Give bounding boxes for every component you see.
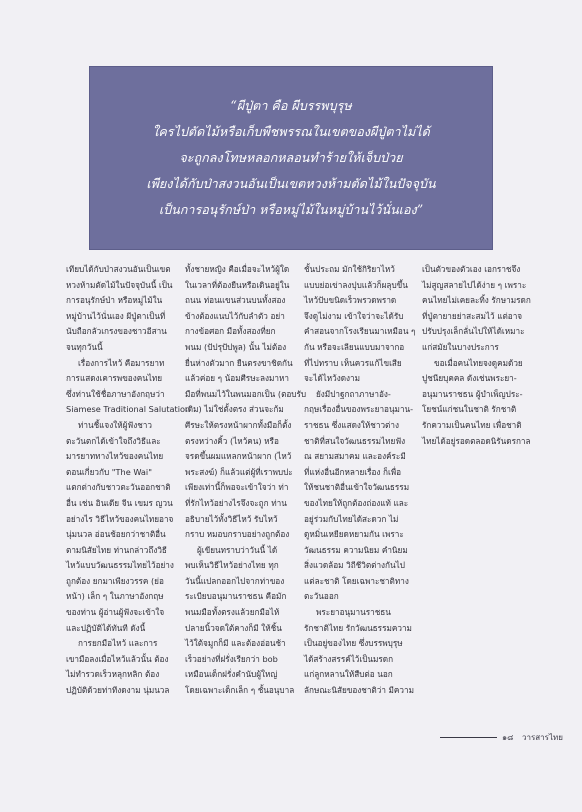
body-text-line: ในเวลาที่ต้องยืนหรือเดินอยู่ใน (185, 279, 290, 290)
body-text-line: ระเบียบอนุมานราชธน คือมัก (185, 591, 287, 602)
body-text-line: ชั้นประถม มักใช้กิริยาไหว้ (304, 264, 395, 274)
body-text-line: ที่รักไหว้อย่างไรจึงจะถูก ท่าน (185, 497, 287, 508)
body-text-line: อธิบายไว้ทั้งวิธีไหว้ รับไหว้ (185, 513, 278, 524)
body-text-line: แบบย่อเข่าลงปุบแล้วก็ผลุบขึ้น (304, 279, 408, 290)
body-text-line: ไหว้ปับขนิดเร็วพรวดพราด (304, 295, 397, 306)
body-text-line: คนไทยไม่เคยละทิ้ง รักษามรดก (422, 295, 531, 306)
body-text-line: พนม (ปัปรุปัปพูล) นั้น ไม่ต้อง (185, 341, 287, 352)
body-text-line: อนุมานราชธน ผู้บำเพ็ญประ- (422, 388, 523, 399)
body-text-line: วันนี้แปลกออกไปจากท่าของ (185, 575, 285, 586)
body-text-line: พนมมือทั้งตรงแล้วยกมือไห้ (185, 607, 280, 618)
body-text-line: โดยเฉพาะเด็กเล็ก ๆ ชั้นอนุบาล (185, 685, 295, 696)
body-text-line: มือที่พนมไว้ในพนมอกเป็น (ตอบรับ (185, 388, 307, 399)
body-text-line: ข้างต้องแนบไว้กับลำตัว อย่า (185, 310, 285, 321)
body-text-line: การอนุรักษ์ป่า หรือหมู่ไม้ใน (66, 295, 163, 306)
body-text-line: ที่ปู่ตายายย่าสะสมไว้ แต่อาจ (422, 310, 523, 321)
body-text-line: กฤษเรื่องอื่นของพระยาอนุมาน- (304, 404, 414, 415)
body-text-line: จะได้ไหว้งดงาม (304, 373, 361, 384)
body-text-line: และปฏิบัติได้ทันที ดังนี้ (66, 622, 146, 633)
body-text-line: ราชธน ซึ่งแสดงให้ชาวต่าง (304, 419, 399, 430)
body-text-line: อยู่ร่วมกับไทยได้สะดวก ไม่ (304, 513, 399, 524)
pull-quote-line: จะถูกลงโทษหลอกหลอนทำร้ายให้เจ็บป่วย (179, 150, 403, 165)
body-text-line: หมู่บ้านไว้นั่นเอง ผีปู่ตาเป็นที่ (66, 310, 166, 321)
body-text-line: จึงดูไม่งาม เข้าใจว่าจะได้รับ (304, 310, 404, 321)
body-text-line: กัน หรือจะเลียนแบบมาจากอ (304, 341, 405, 352)
pull-quote-line: เพียงได้กับป่าสงวนอันเป็นเขตหวงห้ามตัดไม้ในปัจจุบัน (146, 176, 436, 191)
body-text-line: พระยาอนุมานราชธน (316, 607, 391, 618)
body-text-line: หวงห้ามตัดไม้ในปัจจุบันนี้ เป็น (66, 279, 173, 290)
body-text-line: เรื่องการไหว้ คือมารยาท (78, 357, 165, 368)
body-text-line: ไทยได้อยู่รอดตลอดนิรันดรกาล (422, 435, 531, 446)
body-text-line: ยื่นห่างตัวมาก ยืนตรงขาชิดกัน (185, 357, 293, 368)
footer-rule (440, 737, 497, 738)
body-text-line: ศีรษะให้ตรงหน้าผากทั้งมือก็ตั้ง (185, 419, 292, 430)
body-text-line: รักความเป็นคนไทย เพื่อชาติ (422, 419, 522, 430)
body-text-line: อื่น เช่น อินเดีย จีน เขมร ญวน (66, 497, 173, 508)
body-text-line: ที่ไปทราบ เห็นควรแก้ไขเสีย (304, 357, 402, 368)
body-text-line: ไหว้แบบวัฒนธรรมไทยไว้อย่าง (66, 560, 174, 571)
body-text-line: ที่แห่งอื่นอีกหลายเรื่อง ก็เพื่อ (304, 466, 402, 477)
body-text-line: จรดขึ้นผมแหลกหน้าผาก (ไหว้ (185, 451, 292, 462)
body-text-line: ถูกต้อง ยกมาเพียงวรรค (ย่อ (66, 575, 164, 586)
body-text-line: เป็นตัวของตัวเอง เอกราชจึง (422, 264, 521, 274)
text-column-2 (185, 262, 307, 699)
body-text-line: สิ่งแวดล้อม วิถีชีวิตต่างกันไป (304, 560, 405, 571)
body-text-line: ตะวันตกได้เข้าใจถึงวิธีและ (66, 435, 161, 446)
body-text-line: ตอนเกี่ยวกับ "The Wai" (66, 466, 152, 477)
pull-quote-line: “ผีปู่ตา คือ ผีบรรพบุรุษ (230, 98, 352, 113)
body-text-line: เขามือลงเมื่อไหว้แล้วนั้น ต้อง (66, 653, 169, 664)
body-text-line: ตามนิสัยไทย ท่านกล่าวถึงวิธี (66, 544, 167, 555)
body-text-line: เหมือนเด็กฝรั่งคำนับผู้ใหญ่ (185, 669, 278, 680)
body-text-line: รักชาติไทย รักวัฒนธรรมความ (304, 622, 412, 633)
body-text-line: ไว้ใต้จมูกก็มี และต้องอ่อนช้า (185, 638, 286, 649)
body-text-line: ได้สร้างสรรค์ไว้เป็นมรดก (304, 653, 394, 664)
body-text-line: ถนน ท่อนแขนส่วนบนทั้งสอง (185, 295, 286, 306)
body-text-line: จนทุกวันนี้ (66, 341, 103, 352)
body-text-line: ปลายนิ้วจดใต้คางก็มี ให้ชิ้น (185, 622, 282, 633)
pull-quote-box (89, 66, 493, 250)
body-text-line: มารยาททางไหว้ของคนไทย (66, 451, 164, 462)
body-text-line: กางข้อศอก มือทั้งสองที่ยก (185, 326, 276, 337)
body-text-line: แก่สมัยในบางประการ (422, 341, 499, 352)
body-text-line: วัฒนธรรม ความนิยม คำนิยม (304, 544, 408, 555)
body-text-line: ปูชนียบุคคล ดังเช่นพระยา- (422, 373, 517, 384)
body-text-line: ณ สยามสมาคม และองค์ระมี (304, 451, 406, 462)
body-text-line: การยกมือไหว้ และการ (78, 638, 158, 649)
text-column-4 (422, 262, 531, 449)
body-text-line: ปรับปรุงเล็กลั่นไปให้ได้เหมาะ (422, 326, 525, 337)
body-text-line: แก่ลูกหลานให้สืบต่อ นอก (304, 669, 393, 680)
body-text-line: ชาติที่สนใจวัฒนธรรมไทยฟัง (304, 435, 406, 446)
body-text-line: Siamese Traditional Salutation (66, 404, 191, 415)
magazine-title: วารสารไทย (522, 733, 563, 742)
body-text-line: ซึ่งท่านใช้ชื่อภาษาอังกฤษว่า (66, 388, 165, 399)
body-text-line: การแสดงเคารพของคนไทย (66, 373, 163, 384)
body-text-line: ผู้เขียนทราบว่าวันนี้ ได้ (197, 544, 278, 555)
body-text-line: เทียบได้กับป่าสงวนอันเป็นเขต (66, 264, 171, 274)
body-text-line: ตรงหว่างคิ้ว (ไหว้คน) หรือ (185, 435, 279, 446)
body-text-line: ไม่ทำรวดเร็วหลุกหลิก ต้อง (66, 669, 160, 680)
body-text-line: ไม่สูญสลายไปได้ง่าย ๆ เพราะ (422, 279, 527, 290)
body-text-line: ยังมีปาฐกถาภาษาอัง- (316, 388, 391, 399)
body-text-line: หน้า) เล็ก ๆ ในภาษาอังกฤษ (66, 591, 164, 602)
pull-quote-line: เป็นการอนุรักษ์ป่า หรือหมู่ไม้ในหมู่บ้านไว้นั่นเอง” (158, 202, 424, 217)
body-text-line: แต่ละชาติ โดยเฉพาะชาติทาง (304, 575, 409, 586)
body-text-line: เพียงเท่านี้ก็พอจะเข้าใจว่า ท่า (185, 482, 289, 493)
body-text-line: พระสงฆ์) ก็แล้วแต่ผู้ที่เราพบปะ (185, 466, 293, 477)
body-text-line: แตกต่างกับชาวตะวันออกชาติ (66, 482, 171, 493)
body-text-line: ให้ชนชาติอื่นเข้าใจวัฒนธรรม (304, 482, 410, 493)
body-text-line: นุ่มนวล อ่อนช้อยกว่าชาติอื่น (66, 529, 166, 540)
body-text-line: พบเห็นวิธีไหว้อย่างไทย ทุก (185, 560, 279, 571)
body-text-line: ของท่าน ผู้อ่านผู้ฟังจะเข้าใจ (66, 607, 165, 618)
body-text-line: คำสอนจากโรงเรียนมาเหมือน ๆ (304, 326, 416, 337)
text-column-3 (304, 262, 416, 699)
body-text-line: เป็นอยู่ของไทย ซึ่งบรรพบุรุษ (304, 638, 403, 649)
body-text-line: นับถือกลัวเกรงของชาวอีสาน (66, 326, 167, 337)
body-text-line: เร็วอย่างที่ฝรั่งเรียกว่า bob (185, 653, 278, 664)
body-text-line: กราบ หมอบกราบอย่างถูกต้อง (185, 529, 290, 540)
body-text-line: โยชน์แก่ชนในชาติ รักชาติ (422, 404, 517, 415)
body-text-line: ทั้งชายหญิง คือเมื่อจะไหว้ผู้ใด (185, 264, 290, 274)
body-text-line: ลักษณะนิสัยของชาติว่า มีความ (304, 685, 415, 696)
text-column-1 (66, 262, 191, 699)
body-text-line: เดิม) ไม่ใช่ตั้งตรง ส่วนจะก้ม (185, 404, 284, 415)
body-text-line: ตะวันออก (304, 591, 339, 602)
body-text-line: อย่างไร วิธีไหว้ของคนไทยอาจ (66, 513, 174, 524)
body-text-line: ดูหมิ่นเหยียดหยามกัน เพราะ (304, 529, 404, 540)
body-text-line: ปฏิบัติด้วยท่าทีงดงาม นุ่มนวล (66, 685, 170, 696)
pull-quote-line: ใครไปตัดไม้หรือเก็บพืชพรรณในเขตของผีปู่ตาไม่ได้ (152, 124, 430, 139)
page-number: ๑๘ (502, 733, 514, 742)
body-text-line: แล้วค่อย ๆ น้อมศีรษะลงมาหา (185, 373, 289, 384)
body-text-line: ท่านชี้แจงให้ผู้ฟังชาว (78, 419, 152, 430)
body-text-line: ของไทยให้ถูกต้องถ่องแท้ และ (304, 497, 409, 508)
body-text-line: ขอเมื่อคนไทยจงดูคมด้วย (434, 357, 523, 368)
